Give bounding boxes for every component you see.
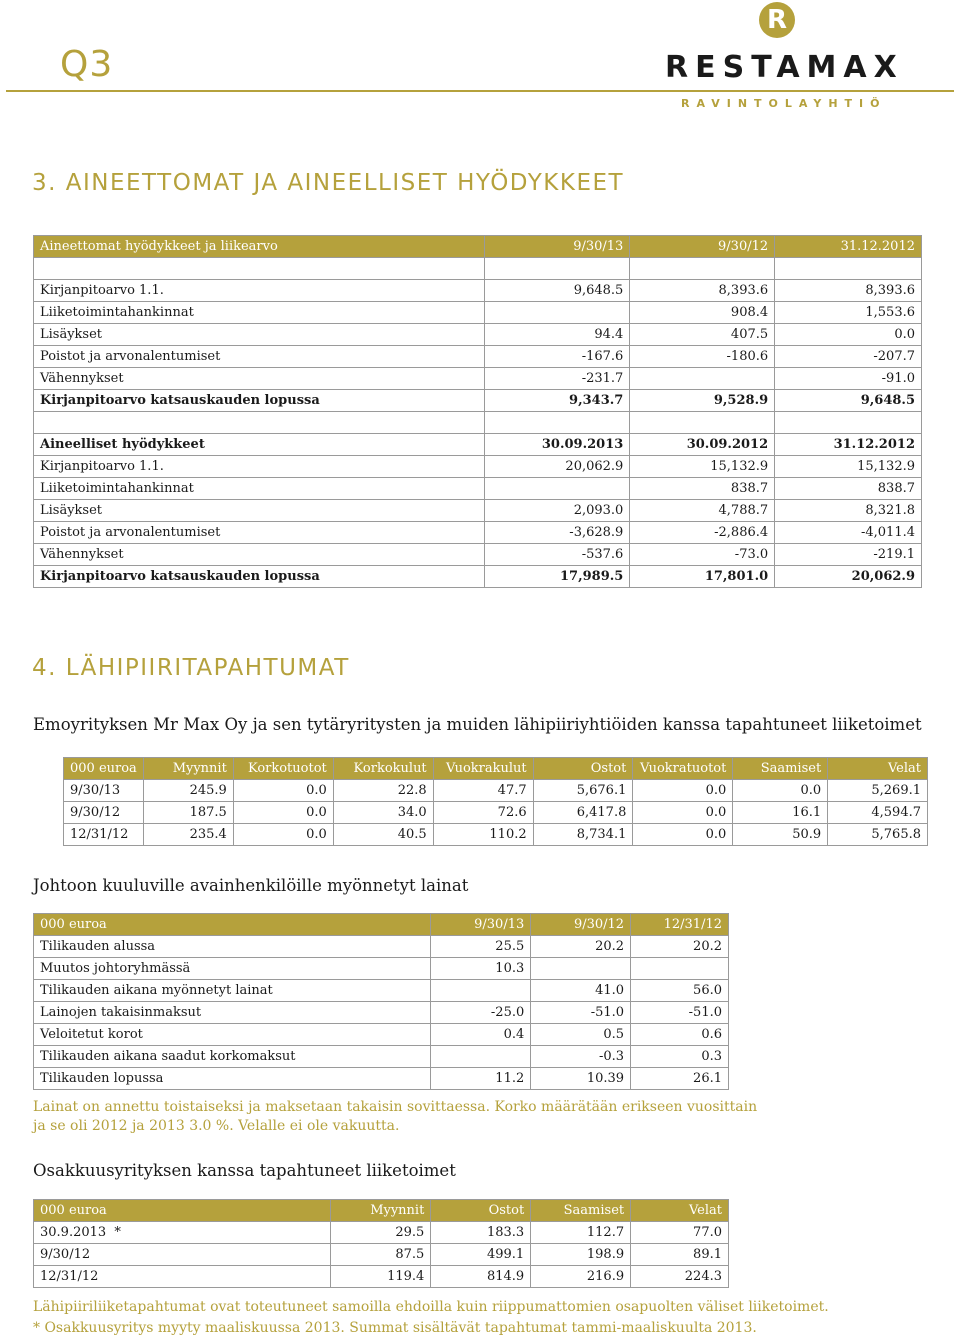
- cell: 50.9: [733, 824, 828, 846]
- table-header-row: [34, 914, 729, 936]
- row-label: Veloitetut korot: [34, 1024, 431, 1046]
- row-label: 9/30/13: [64, 780, 144, 802]
- cell: 0.6: [631, 1024, 729, 1046]
- associate-note: [33, 1297, 829, 1339]
- loans-title: Johtoon kuuluville avainhenkilöille myönnetyt lainat: [33, 876, 469, 895]
- cell: 89.1: [631, 1244, 729, 1266]
- cell: 0.3: [631, 1046, 729, 1068]
- table-row: [34, 1024, 729, 1046]
- cell: 47.7: [433, 780, 533, 802]
- cell: -207.7: [775, 346, 922, 368]
- cell: 34.0: [333, 802, 433, 824]
- header-cell: 9/30/12: [630, 236, 775, 258]
- cell: 17,989.5: [485, 566, 630, 588]
- table-row: [34, 478, 922, 500]
- cell: 22.8: [333, 780, 433, 802]
- header-cell: Myynnit: [143, 758, 233, 780]
- cell: 838.7: [630, 478, 775, 500]
- cell: 11.2: [431, 1068, 531, 1090]
- cell: 1,553.6: [775, 302, 922, 324]
- header-cell: 31.12.2012: [775, 434, 922, 456]
- spacer-row: [34, 258, 922, 280]
- cell: 40.5: [333, 824, 433, 846]
- total-row: [34, 566, 922, 588]
- section-4-title: 4. LÄHIPIIRITAPAHTUMAT: [32, 655, 350, 681]
- header-cell: Korkokulut: [333, 758, 433, 780]
- cell: 20,062.9: [775, 566, 922, 588]
- cell: [485, 302, 630, 324]
- table-header-row: [64, 758, 928, 780]
- cell: 94.4: [485, 324, 630, 346]
- cell: 41.0: [531, 980, 631, 1002]
- header-cell: 000 euroa: [64, 758, 144, 780]
- cell: [485, 478, 630, 500]
- table-row: [34, 500, 922, 522]
- header-cell: 9/30/13: [431, 914, 531, 936]
- row-label: 9/30/12: [64, 802, 144, 824]
- row-label: Tilikauden aikana saadut korkomaksut: [34, 1046, 431, 1068]
- key-management-loans-table: [33, 913, 729, 1090]
- associate-note-line: Lähipiiriliiketapahtumat ovat toteutuneet samoilla ehdoilla kuin riippumattomien osapuolten väliset liiketoimet.: [33, 1299, 829, 1315]
- cell: -4,011.4: [775, 522, 922, 544]
- cell: -73.0: [630, 544, 775, 566]
- cell: 119.4: [331, 1266, 431, 1288]
- cell: 20.2: [631, 936, 729, 958]
- cell: [531, 958, 631, 980]
- cell: 10.39: [531, 1068, 631, 1090]
- cell: 20.2: [531, 936, 631, 958]
- cell: [630, 368, 775, 390]
- header-cell: Saamiset: [531, 1200, 631, 1222]
- cell: 407.5: [630, 324, 775, 346]
- table-row: [64, 824, 928, 846]
- cell: 0.0: [233, 780, 333, 802]
- cell: 5,269.1: [828, 780, 928, 802]
- cell: 8,393.6: [630, 280, 775, 302]
- table-row: [34, 324, 922, 346]
- cell: 26.1: [631, 1068, 729, 1090]
- table-row: [64, 802, 928, 824]
- cell: -3,628.9: [485, 522, 630, 544]
- cell: 908.4: [630, 302, 775, 324]
- cell: -91.0: [775, 368, 922, 390]
- cell: -180.6: [630, 346, 775, 368]
- cell: 8,321.8: [775, 500, 922, 522]
- cell: 235.4: [143, 824, 233, 846]
- cell: -25.0: [431, 1002, 531, 1024]
- cell: 25.5: [431, 936, 531, 958]
- section-3-title: 3. AINEETTOMAT JA AINEELLISET HYÖDYKKEET: [32, 170, 625, 196]
- cell: 499.1: [431, 1244, 531, 1266]
- logo-emblem-icon: R: [759, 2, 795, 38]
- loans-note: [33, 1098, 757, 1136]
- cell: 0.0: [633, 802, 733, 824]
- cell: 9,343.7: [485, 390, 630, 412]
- cell: 110.2: [433, 824, 533, 846]
- table-row: [34, 1046, 729, 1068]
- table-row: [34, 522, 922, 544]
- row-label: 9/30/12: [34, 1244, 331, 1266]
- header-cell: 31.12.2012: [775, 236, 922, 258]
- table-row: [34, 958, 729, 980]
- cell: -231.7: [485, 368, 630, 390]
- cell: 15,132.9: [775, 456, 922, 478]
- cell: 16.1: [733, 802, 828, 824]
- intangible-assets-table: [33, 235, 922, 588]
- table-row: [34, 936, 729, 958]
- cell: 216.9: [531, 1266, 631, 1288]
- associate-transactions-title: Osakkuusyrityksen kanssa tapahtuneet liiketoimet: [33, 1161, 456, 1180]
- cell: -0.3: [531, 1046, 631, 1068]
- header-cell: 000 euroa: [34, 914, 431, 936]
- quarter-label: Q3: [60, 44, 114, 85]
- restamax-logo: [665, 0, 904, 120]
- header-cell: Korkotuotot: [233, 758, 333, 780]
- cell: 5,676.1: [533, 780, 633, 802]
- table-row: [34, 544, 922, 566]
- cell: 6,417.8: [533, 802, 633, 824]
- loans-note-line: ja se oli 2012 ja 2013 3.0 %. Velalle ei ole vakuutta.: [33, 1118, 400, 1134]
- row-label: 12/31/12: [34, 1266, 331, 1288]
- cell: 29.5: [331, 1222, 431, 1244]
- row-label: Vähennykset: [34, 544, 485, 566]
- header-cell: Velat: [631, 1200, 729, 1222]
- row-label: Kirjanpitoarvo katsauskauden lopussa: [34, 390, 485, 412]
- cell: 4,788.7: [630, 500, 775, 522]
- cell: 8,734.1: [533, 824, 633, 846]
- table-row: [64, 780, 928, 802]
- cell: 9,528.9: [630, 390, 775, 412]
- table-row: [34, 1266, 729, 1288]
- parent-transactions-table: [63, 757, 928, 846]
- table-row: [34, 1244, 729, 1266]
- table-row: [34, 1222, 729, 1244]
- total-row: [34, 390, 922, 412]
- row-label: Tilikauden alussa: [34, 936, 431, 958]
- cell: 814.9: [431, 1266, 531, 1288]
- row-label: Muutos johtoryhmässä: [34, 958, 431, 980]
- cell: 15,132.9: [630, 456, 775, 478]
- cell: 838.7: [775, 478, 922, 500]
- header-cell: 9/30/12: [531, 914, 631, 936]
- cell: 0.4: [431, 1024, 531, 1046]
- cell: -167.6: [485, 346, 630, 368]
- cell: 187.5: [143, 802, 233, 824]
- cell: 72.6: [433, 802, 533, 824]
- header-cell: 30.09.2013: [485, 434, 630, 456]
- cell: 20,062.9: [485, 456, 630, 478]
- cell: 0.0: [233, 824, 333, 846]
- cell: 56.0: [631, 980, 729, 1002]
- cell: 9,648.5: [485, 280, 630, 302]
- header-cell: Ostot: [431, 1200, 531, 1222]
- cell: 2,093.0: [485, 500, 630, 522]
- table-row: [34, 980, 729, 1002]
- spacer-row: [34, 412, 922, 434]
- cell: 245.9: [143, 780, 233, 802]
- table-row: [34, 346, 922, 368]
- table-row: [34, 456, 922, 478]
- cell: 17,801.0: [630, 566, 775, 588]
- table-row: [34, 1002, 729, 1024]
- header-cell: Aineelliset hyödykkeet: [34, 434, 485, 456]
- cell: -537.6: [485, 544, 630, 566]
- header-cell: Velat: [828, 758, 928, 780]
- table-row: [34, 280, 922, 302]
- table-row: [34, 1068, 729, 1090]
- cell: 0.0: [775, 324, 922, 346]
- row-label: Poistot ja arvonalentumiset: [34, 346, 485, 368]
- table-row: [34, 368, 922, 390]
- row-label: Kirjanpitoarvo katsauskauden lopussa: [34, 566, 485, 588]
- header-cell: 30.09.2012: [630, 434, 775, 456]
- table-header-row: [34, 434, 922, 456]
- cell: 0.5: [531, 1024, 631, 1046]
- header-cell: Saamiset: [733, 758, 828, 780]
- cell: 8,393.6: [775, 280, 922, 302]
- header-cell: Vuokrakulut: [433, 758, 533, 780]
- table-header-row: [34, 236, 922, 258]
- header-cell: Vuokratuotot: [633, 758, 733, 780]
- header-cell: 12/31/12: [631, 914, 729, 936]
- table-header-row: [34, 1200, 729, 1222]
- logo-wordmark: RESTAMAX: [665, 50, 904, 85]
- row-label: Lainojen takaisinmaksut: [34, 1002, 431, 1024]
- row-label: 30.9.2013 *: [34, 1222, 331, 1244]
- parent-transactions-title: Emoyrityksen Mr Max Oy ja sen tytäryritysten ja muiden lähipiiriyhtiöiden kanssa tapahtuneet liiketoimet: [33, 715, 922, 734]
- header-cell: 9/30/13: [485, 236, 630, 258]
- associate-note-line: * Osakkuusyritys myyty maaliskuussa 2013. Summat sisältävät tapahtumat tammi-maaliskuulta 2013.: [33, 1320, 757, 1336]
- cell: 0.0: [733, 780, 828, 802]
- cell: -219.1: [775, 544, 922, 566]
- row-label: 12/31/12: [64, 824, 144, 846]
- cell: 224.3: [631, 1266, 729, 1288]
- table-row: [34, 302, 922, 324]
- header-cell: Myynnit: [331, 1200, 431, 1222]
- cell: [431, 1046, 531, 1068]
- cell: 0.0: [233, 802, 333, 824]
- header-cell: Aineettomat hyödykkeet ja liikearvo: [34, 236, 485, 258]
- cell: 87.5: [331, 1244, 431, 1266]
- row-label: Lisäykset: [34, 324, 485, 346]
- row-label: Kirjanpitoarvo 1.1.: [34, 280, 485, 302]
- cell: [631, 958, 729, 980]
- cell: 112.7: [531, 1222, 631, 1244]
- cell: -51.0: [531, 1002, 631, 1024]
- cell: 183.3: [431, 1222, 531, 1244]
- row-label: Liiketoimintahankinnat: [34, 302, 485, 324]
- cell: 0.0: [633, 780, 733, 802]
- associate-transactions-table: [33, 1199, 729, 1288]
- cell: [431, 980, 531, 1002]
- header-cell: 000 euroa: [34, 1200, 331, 1222]
- row-label: Vähennykset: [34, 368, 485, 390]
- header-divider: [6, 90, 954, 92]
- cell: -51.0: [631, 1002, 729, 1024]
- cell: 77.0: [631, 1222, 729, 1244]
- cell: 198.9: [531, 1244, 631, 1266]
- header-cell: Ostot: [533, 758, 633, 780]
- row-label: Tilikauden aikana myönnetyt lainat: [34, 980, 431, 1002]
- row-label: Tilikauden lopussa: [34, 1068, 431, 1090]
- cell: 4,594.7: [828, 802, 928, 824]
- cell: -2,886.4: [630, 522, 775, 544]
- cell: 9,648.5: [775, 390, 922, 412]
- loans-note-line: Lainat on annettu toistaiseksi ja maksetaan takaisin sovittaessa. Korko määrätään erikseen vuosittain: [33, 1099, 758, 1115]
- cell: 10.3: [431, 958, 531, 980]
- row-label: Liiketoimintahankinnat: [34, 478, 485, 500]
- row-label: Poistot ja arvonalentumiset: [34, 522, 485, 544]
- logo-tagline: RAVINTOLAYHTIÖ: [681, 97, 887, 110]
- row-label: Lisäykset: [34, 500, 485, 522]
- cell: 5,765.8: [828, 824, 928, 846]
- row-label: Kirjanpitoarvo 1.1.: [34, 456, 485, 478]
- cell: 0.0: [633, 824, 733, 846]
